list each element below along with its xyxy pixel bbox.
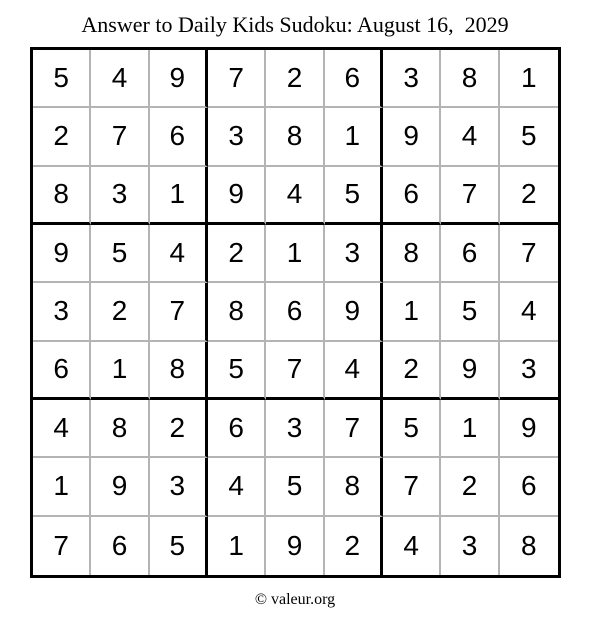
sudoku-cell-r6c1: 6 [33, 342, 91, 400]
sudoku-cell-r3c1: 8 [33, 167, 91, 225]
sudoku-cell-r1c4: 7 [208, 50, 266, 108]
sudoku-cell-r6c4: 5 [208, 342, 266, 400]
sudoku-cell-r7c4: 6 [208, 400, 266, 458]
sudoku-cell-r4c7: 8 [383, 225, 441, 283]
sudoku-cell-r1c9: 1 [500, 50, 558, 108]
sudoku-cell-r1c1: 5 [33, 50, 91, 108]
sudoku-cell-r4c9: 7 [500, 225, 558, 283]
sudoku-cell-r8c5: 5 [266, 458, 324, 516]
sudoku-cell-r9c6: 2 [325, 517, 383, 575]
sudoku-cell-r9c1: 7 [33, 517, 91, 575]
sudoku-cell-r2c8: 4 [441, 108, 499, 166]
sudoku-cell-r4c6: 3 [325, 225, 383, 283]
sudoku-cell-r2c2: 7 [91, 108, 149, 166]
sudoku-cell-r7c5: 3 [266, 400, 324, 458]
sudoku-cell-r8c3: 3 [150, 458, 208, 516]
sudoku-cell-r5c4: 8 [208, 283, 266, 341]
sudoku-cell-r6c3: 8 [150, 342, 208, 400]
sudoku-cell-r8c2: 9 [91, 458, 149, 516]
sudoku-cell-r6c2: 1 [91, 342, 149, 400]
sudoku-cell-r3c5: 4 [266, 167, 324, 225]
sudoku-cell-r7c6: 7 [325, 400, 383, 458]
sudoku-cell-r1c2: 4 [91, 50, 149, 108]
sudoku-cell-r2c3: 6 [150, 108, 208, 166]
sudoku-cell-r3c3: 1 [150, 167, 208, 225]
sudoku-cell-r3c7: 6 [383, 167, 441, 225]
sudoku-cell-r2c6: 1 [325, 108, 383, 166]
sudoku-cell-r3c8: 7 [441, 167, 499, 225]
sudoku-cell-r6c7: 2 [383, 342, 441, 400]
sudoku-cell-r7c8: 1 [441, 400, 499, 458]
sudoku-cell-r5c8: 5 [441, 283, 499, 341]
sudoku-board [30, 47, 561, 578]
sudoku-cell-r9c9: 8 [521, 529, 537, 561]
sudoku-cell-r4c5: 1 [266, 225, 324, 283]
sudoku-cell-r3c9: 2 [500, 167, 558, 225]
sudoku-cell-r5c5: 6 [266, 283, 324, 341]
sudoku-cell-r6c8: 9 [441, 342, 499, 400]
sudoku-cell-r4c3: 4 [150, 225, 208, 283]
sudoku-cell-r2c7: 9 [383, 108, 441, 166]
sudoku-cell-r9c4: 1 [208, 517, 266, 575]
sudoku-cell-r5c9: 4 [500, 283, 558, 341]
sudoku-cell-r5c7: 1 [383, 283, 441, 341]
sudoku-cell-r1c5: 2 [266, 50, 324, 108]
sudoku-cell-r4c1: 9 [33, 225, 91, 283]
sudoku-cell-r1c8: 8 [441, 50, 499, 108]
puzzle-title: Answer to Daily Kids Sudoku: August 16, 2029 [81, 12, 509, 37]
sudoku-cell-r3c2: 3 [91, 167, 149, 225]
sudoku-cell-r8c6: 8 [325, 458, 383, 516]
sudoku-cell-r4c4: 2 [208, 225, 266, 283]
sudoku-cell-r9c7: 4 [383, 517, 441, 575]
sudoku-cell-r9c3: 5 [150, 517, 208, 575]
sudoku-cell-r3c6: 5 [325, 167, 383, 225]
sudoku-cell-r8c4: 4 [208, 458, 266, 516]
sudoku-cell-r4c8: 6 [441, 225, 499, 283]
sudoku-cell-r8c7: 7 [383, 458, 441, 516]
sudoku-cell-r5c2: 2 [91, 283, 149, 341]
sudoku-cell-r9c2: 6 [91, 517, 149, 575]
sudoku-cell-r7c7: 5 [383, 400, 441, 458]
sudoku-cell-r3c4: 9 [208, 167, 266, 225]
sudoku-cell-r8c1: 1 [33, 458, 91, 516]
sudoku-cell-r7c2: 8 [91, 400, 149, 458]
sudoku-cell-r2c5: 8 [266, 108, 324, 166]
sudoku-cell-r6c9: 3 [500, 342, 558, 400]
sudoku-cell-r4c2: 5 [91, 225, 149, 283]
sudoku-cell-r9c8: 3 [441, 517, 499, 575]
sudoku-cell-r5c1: 3 [33, 283, 91, 341]
sudoku-cell-r7c9: 9 [500, 400, 558, 458]
sudoku-cell-r6c6: 4 [325, 342, 383, 400]
sudoku-cell-r5c3: 7 [150, 283, 208, 341]
copyright-footer: © valeur.org [254, 591, 336, 608]
sudoku-cell-r7c3: 2 [150, 400, 208, 458]
sudoku-cell-r1c7: 3 [383, 50, 441, 108]
sudoku-cell-r9c5: 9 [266, 517, 324, 575]
sudoku-cell-r1c6: 6 [325, 50, 383, 108]
sudoku-cell-r6c5: 7 [266, 342, 324, 400]
sudoku-cell-r5c6: 9 [325, 283, 383, 341]
sudoku-cell-r8c8: 2 [441, 458, 499, 516]
sudoku-cell-r2c9: 5 [500, 108, 558, 166]
sudoku-cell-r2c1: 2 [33, 108, 91, 166]
sudoku-cell-r8c9: 6 [500, 458, 558, 516]
sudoku-cell-r2c4: 3 [208, 108, 266, 166]
sudoku-cell-r7c1: 4 [33, 400, 91, 458]
sudoku-cell-r1c3: 9 [150, 50, 208, 108]
